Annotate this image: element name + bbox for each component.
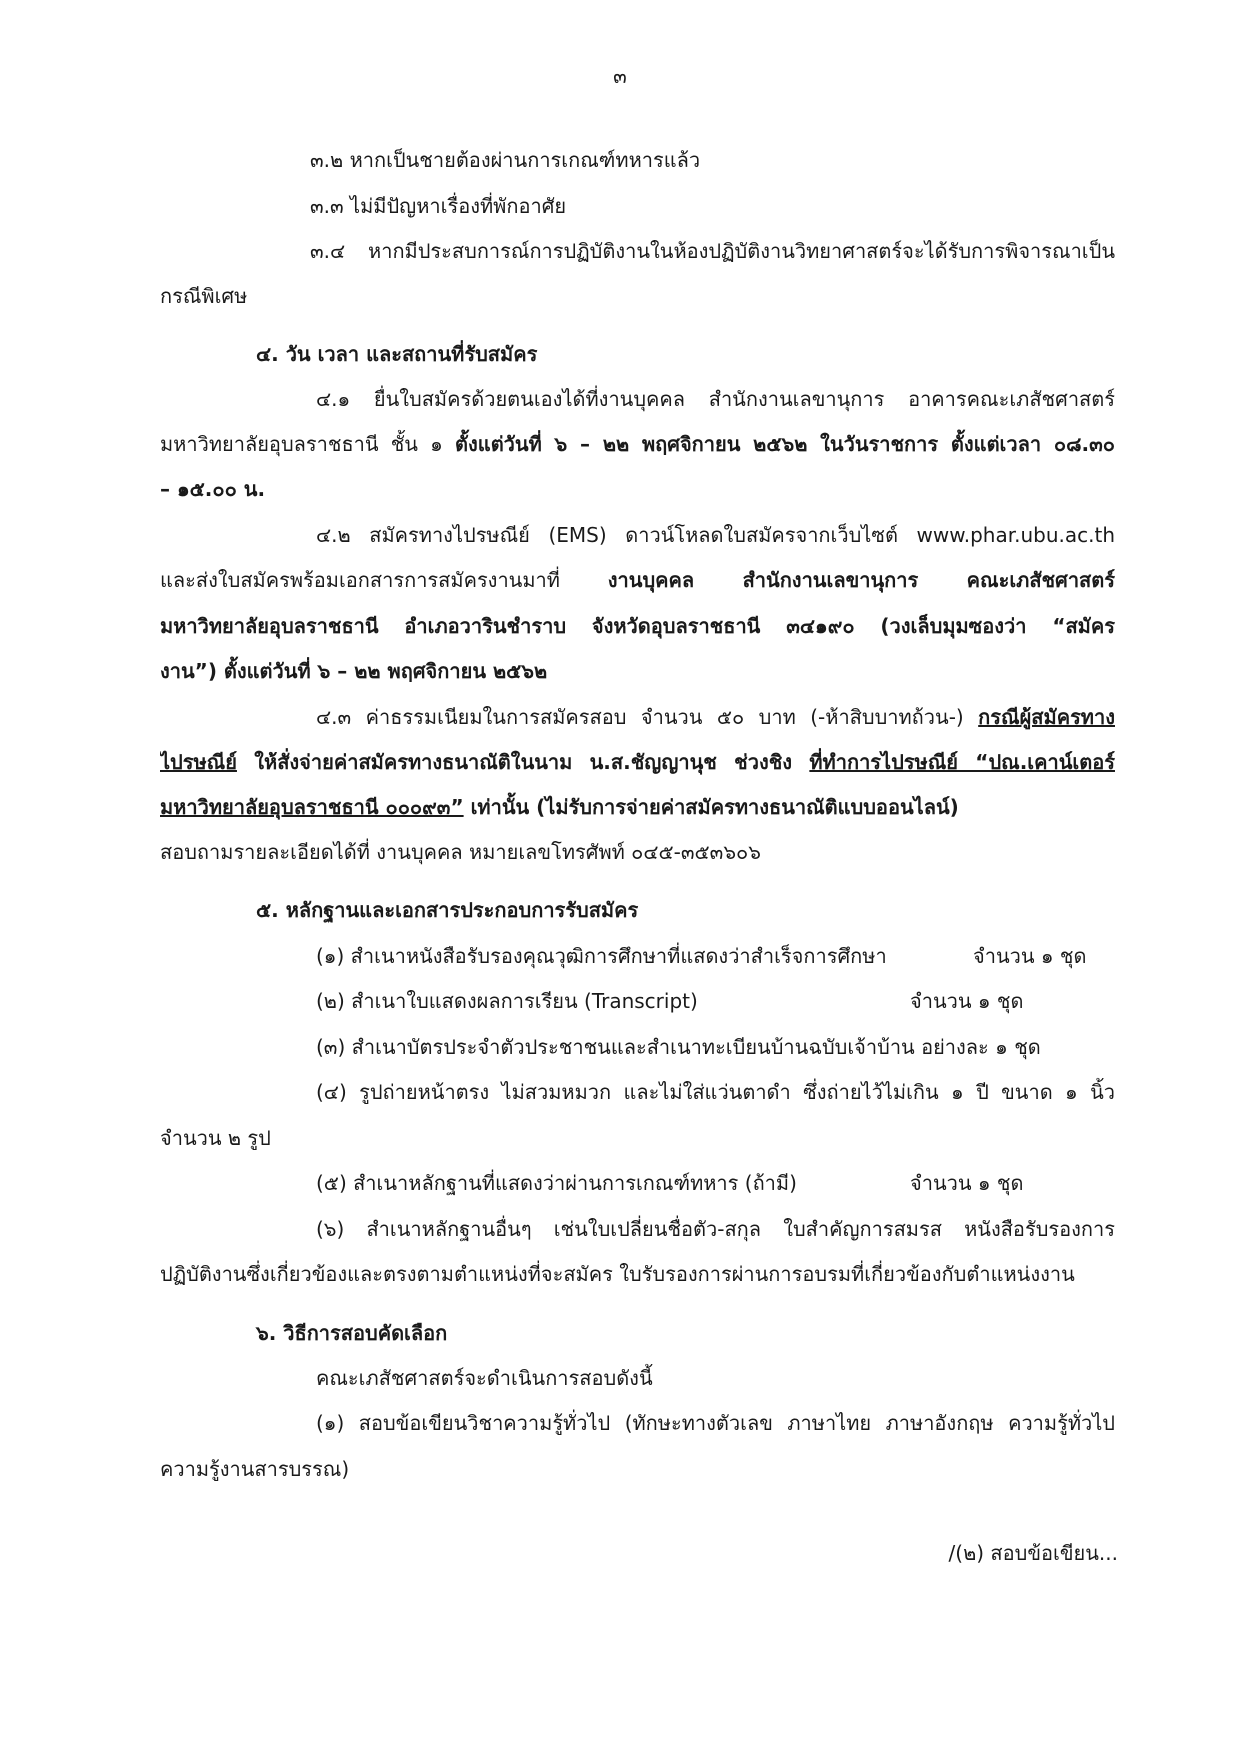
section-4-1-line2 bbox=[160, 424, 1115, 464]
doc-item-5-qty: จำนวน ๑ ชุด bbox=[910, 1171, 1024, 1195]
doc-item-6-line1: (๖) สำเนาหลักฐานอื่นๆ เช่นใบเปลี่ยนชื่อตัว-สกุล ใบสำคัญการสมรส หนังสือรับรองการ bbox=[316, 1217, 1115, 1241]
section-4-1-line3: – ๑๕.๐๐ น. bbox=[160, 477, 266, 501]
doc-item-2: (๒) สำเนาใบแสดงผลการเรียน (Transcript) bbox=[316, 989, 698, 1013]
doc-item-2-qty: จำนวน ๑ ชุด bbox=[910, 989, 1024, 1013]
item-3-2: ๓.๒ หากเป็นชายต้องผ่านการเกณฑ์ทหารแล้ว bbox=[310, 148, 701, 172]
section-4-3-payee: ให้สั่งจ่ายค่าสมัครทางธนาณัติในนาม น.ส.ชัญญานุช ช่วงชิง bbox=[236, 750, 810, 774]
section-4-3-line3 bbox=[160, 787, 959, 827]
section-4-3-post-office-name: มหาวิทยาลัยอุบลราชธานี ๐๐๐๙๓” bbox=[160, 795, 464, 819]
continuation-note: /(๒) สอบข้อเขียน... bbox=[948, 1541, 1118, 1565]
section-4-2-line2 bbox=[160, 560, 1115, 600]
section-4-3-postal: ไปรษณีย์ bbox=[160, 750, 237, 774]
section-4-1-line1: ๔.๑ ยื่นใบสมัครด้วยตนเองได้ที่งานบุคคล สำนักงานเลขานุการ อาคารคณะเภสัชศาสตร์ bbox=[316, 387, 1115, 411]
section-4-2-address: งานบุคคล สำนักงานเลขานุการ คณะเภสัชศาสตร์ bbox=[607, 568, 1115, 592]
doc-item-5: (๕) สำเนาหลักฐานที่แสดงว่าผ่านการเกณฑ์ทหาร (ถ้ามี) bbox=[316, 1171, 797, 1195]
section-4-1-text: มหาวิทยาลัยอุบลราชธานี ชั้น ๑ bbox=[160, 432, 456, 456]
section-4-3-line2 bbox=[160, 742, 1115, 782]
section-4-heading: ๔. วัน เวลา และสถานที่รับสมัคร bbox=[256, 342, 538, 366]
section-4-2-line3: มหาวิทยาลัยอุบลราชธานี อำเภอวารินชำราบ จังหวัดอุบลราชธานี ๓๔๑๙๐ (วงเล็บมุมซองว่า “สมัคร bbox=[160, 614, 1115, 638]
section-4-3-line1 bbox=[316, 697, 1115, 737]
doc-item-3: (๓) สำเนาบัตรประจำตัวประชาชนและสำเนาทะเบียนบ้านฉบับเจ้าบ้าน อย่างละ ๑ ชุด bbox=[316, 1035, 1041, 1059]
section-6-intro: คณะเภสัชศาสตร์จะดำเนินการสอบดังนี้ bbox=[316, 1366, 653, 1390]
section-4-2-line4: งาน”) ตั้งแต่วันที่ ๖ – ๒๒ พฤศจิกายน ๒๕๖๒ bbox=[160, 659, 548, 683]
doc-item-4-line2: จำนวน ๒ รูป bbox=[160, 1126, 271, 1150]
section-4-3-post-office: ที่ทำการไปรษณีย์ “ปณ.เคาน์เตอร์ bbox=[809, 750, 1115, 774]
section-4-1-dates: ตั้งแต่วันที่ ๖ – ๒๒ พฤศจิกายน ๒๕๖๒ ในวันราชการ ตั้งแต่เวลา ๐๘.๓๐ bbox=[455, 432, 1115, 456]
section-4-2-text: และส่งใบสมัครพร้อมเอกสารการสมัครงานมาที่ bbox=[160, 568, 608, 592]
doc-item-1-qty: จำนวน ๑ ชุด bbox=[973, 944, 1087, 968]
section-4-3-note: เท่านั้น (ไม่รับการจ่ายค่าสมัครทางธนาณัติแบบออนไลน์) bbox=[463, 795, 959, 819]
doc-item-4-line1: (๔) รูปถ่ายหน้าตรง ไม่สวมหมวก และไม่ใส่แว่นตาดำ ซึ่งถ่ายไว้ไม่เกิน ๑ ปี ขนาด ๑ นิ้ว bbox=[316, 1080, 1115, 1104]
item-3-3: ๓.๓ ไม่มีปัญหาเรื่องที่พักอาศัย bbox=[310, 194, 567, 218]
section-4-3-postal-case: กรณีผู้สมัครทาง bbox=[978, 705, 1115, 729]
doc-item-6-line2: ปฏิบัติงานซึ่งเกี่ยวข้องและตรงตามตำแหน่งที่จะสมัคร ใบรับรองการผ่านการอบรมที่เกี่ยวข้องกับตำแหน่งงาน bbox=[160, 1262, 1075, 1286]
doc-item-1: (๑) สำเนาหนังสือรับรองคุณวุฒิการศึกษาที่แสดงว่าสำเร็จการศึกษา bbox=[316, 944, 887, 968]
page-number: ๓ bbox=[613, 64, 627, 88]
section-4-3-fee: ๔.๓ ค่าธรรมเนียมในการสมัครสอบ จำนวน ๕๐ บาท (-ห้าสิบบาทถ้วน-) bbox=[316, 705, 979, 729]
section-4-3-contact: สอบถามรายละเอียดได้ที่ งานบุคคล หมายเลขโทรศัพท์ ๐๔๕-๓๕๓๖๐๖ bbox=[160, 840, 761, 864]
section-4-2-line1: ๔.๒ สมัครทางไปรษณีย์ (EMS) ดาวน์โหลดใบสมัครจากเว็บไซต์ www.phar.ubu.ac.th bbox=[316, 523, 1115, 547]
exam-item-1-line1: (๑) สอบข้อเขียนวิชาความรู้ทั่วไป (ทักษะทางตัวเลข ภาษาไทย ภาษาอังกฤษ ความรู้ทั่วไป bbox=[316, 1411, 1115, 1435]
section-6-heading: ๖. วิธีการสอบคัดเลือก bbox=[256, 1321, 448, 1345]
exam-item-1-line2: ความรู้งานสารบรรณ) bbox=[160, 1457, 350, 1481]
section-5-heading: ๕. หลักฐานและเอกสารประกอบการรับสมัคร bbox=[256, 898, 639, 922]
item-3-4-line2: กรณีพิเศษ bbox=[160, 284, 248, 308]
item-3-4-line1: ๓.๔ หากมีประสบการณ์การปฏิบัติงานในห้องปฏิบัติงานวิทยาศาสตร์จะได้รับการพิจารณาเป็น bbox=[310, 239, 1115, 263]
